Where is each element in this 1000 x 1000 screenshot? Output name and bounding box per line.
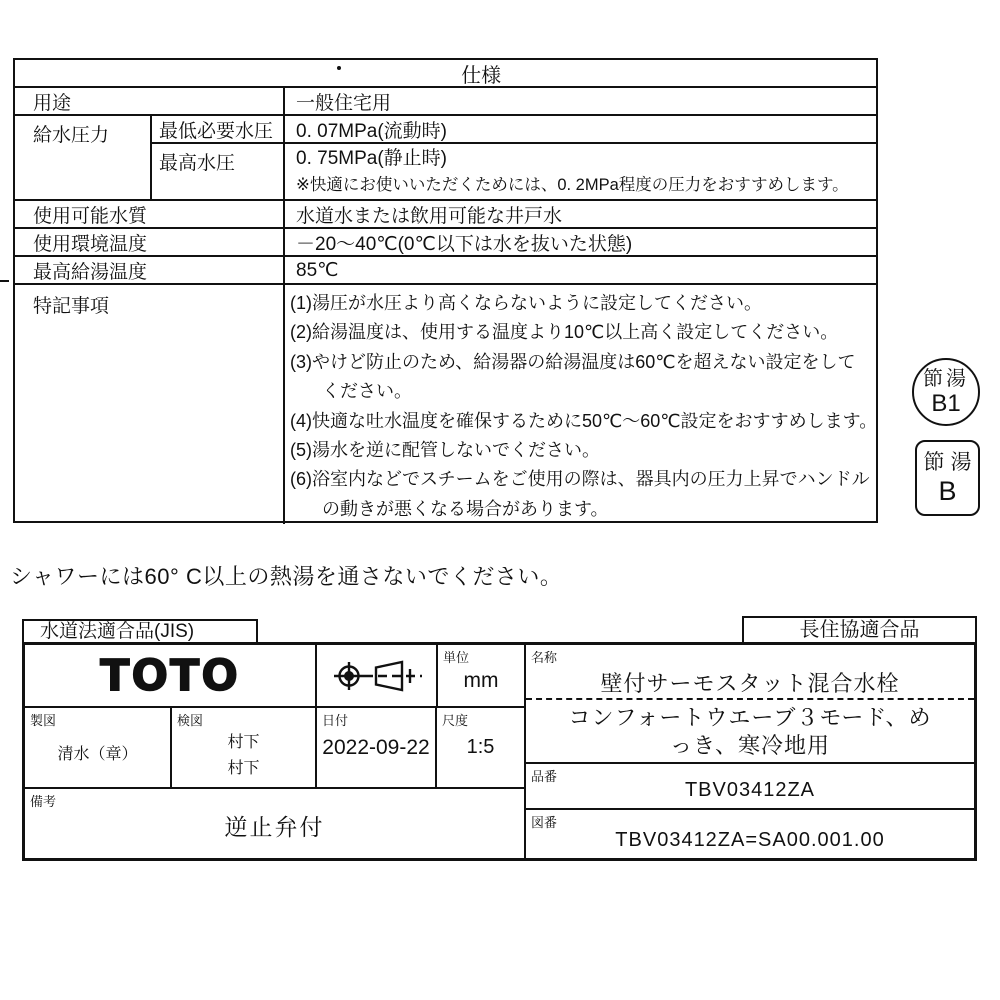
special-note-line: (1)湯圧が水圧より高くならないように設定してください。 [290,293,762,313]
row-special-notes-label: 特記事項 [15,283,283,524]
checker-name-2: 村下 [227,760,260,777]
row-water-quality-label: 使用可能水質 [15,199,283,227]
part-number-value: TBV03412ZA [684,779,816,801]
unit-cell [436,645,524,706]
product-name-value: 壁付サーモスタット混合水栓 [600,671,900,696]
edge-artifact [0,280,9,282]
product-name-cell [526,645,974,698]
date-label: 日付 [322,713,349,728]
badge-setsuyu-b-text: 節湯 [923,451,978,474]
drawing-number-label: 図番 [531,815,558,830]
checker-cell [170,708,315,787]
badge-setsuyu-b1-grade: B1 [931,390,961,417]
row-usage-value: 一般住宅用 [283,86,877,114]
row-ambient-temp-value: －20～40℃(0℃以下は水を抜いた状態) [283,227,877,255]
row-ambient-temp-label: 使用環境温度 [15,227,283,255]
pressure-recommendation-note: ※快適にお使いいただくためには、0. 2MPa程度の圧力をおすすめします。 [296,176,849,194]
row-max-pressure-label: 最高水圧 [150,142,283,199]
row-max-hot-water-temp-label: 最高給湯温度 [15,255,283,283]
projection-symbol-cell [315,645,436,706]
choju-compliance-box: 長住協適合品 [742,616,977,644]
badge-setsuyu-b-grade: B [938,476,957,506]
product-description-line2: っき、寒冷地用 [669,733,831,758]
date-value: 2022-09-22 [322,736,430,759]
row-max-pressure-cell [283,142,877,199]
drafter-label: 製図 [30,713,57,728]
special-note-line: ください。 [322,381,412,402]
badge-setsuyu-b1 [912,358,980,426]
part-number-label: 品番 [531,769,558,784]
badge-setsuyu-b [915,440,980,516]
badge-setsuyu-b1-text: 節湯 [923,368,969,390]
spec-table [13,58,878,523]
row-water-quality-value: 水道水または飲用可能な井戸水 [283,199,877,227]
max-pressure-value: 0. 75MPa(静止時) [296,148,447,169]
date-cell [315,708,435,787]
title-block [22,642,977,861]
drawing-number-value: TBV03412ZA=SA00.001.00 [615,829,885,851]
spec-table-title: 仕様 [461,64,502,86]
first-angle-projection-icon [324,650,429,702]
checker-label: 検図 [177,713,204,728]
unit-value: mm [463,669,499,692]
part-number-cell [526,762,974,808]
row-usage-label: 用途 [15,86,283,114]
special-note-line: (4)快適な吐水温度を確保するために50℃～60℃設定をおすすめします。 [290,410,878,431]
title-block-row2 [25,706,524,787]
row-special-notes-cell [283,283,877,524]
title-block-row1 [25,645,524,706]
title-block-left [25,645,524,858]
remarks-cell [25,787,524,858]
shower-warning-text: シャワーには60° C以上の熱湯を通さないでください。 [10,564,563,589]
row-max-hot-water-temp-value: 85℃ [283,255,877,283]
product-description-cell [526,698,974,762]
special-note-line: (6)浴室内などでスチームをご使用の際は、器具内の圧力上昇でハンドル [290,469,870,490]
scale-cell [435,708,524,787]
drafter-name: 清水（章） [57,746,138,763]
drawing-number-cell [526,808,974,858]
scale-value: 1:5 [466,736,495,758]
special-note-line: (2)給湯温度は、使用する温度より10℃以上高く設定してください。 [290,322,839,343]
unit-label: 単位 [443,650,470,665]
title-block-right [524,645,974,858]
scale-label: 尺度 [442,713,469,728]
row-min-pressure-label: 最低必要水圧 [150,114,283,142]
row-min-pressure-value: 0. 07MPa(流動時) [283,114,877,142]
remarks-label: 備考 [30,794,57,809]
product-description-line1: コンフォートウエーブ３モード、め [568,705,932,730]
stray-dot [337,66,341,70]
drafter-cell [25,708,170,787]
remarks-value: 逆止弁付 [224,814,325,840]
jis-compliance-box: 水道法適合品(JIS) [22,619,258,644]
checker-name-1: 村下 [227,734,260,751]
toto-logo: TOTO [100,650,240,701]
special-note-line: (3)やけど防止のため、給湯器の給湯温度は60℃を超えない設定をして [290,351,856,372]
special-note-line: (5)湯水を逆に配管しないでください。 [290,440,600,461]
special-note-line: の動きが悪くなる場合があります。 [322,498,609,519]
row-supply-pressure-label: 給水圧力 [15,114,150,199]
product-name-label: 名称 [531,650,558,665]
